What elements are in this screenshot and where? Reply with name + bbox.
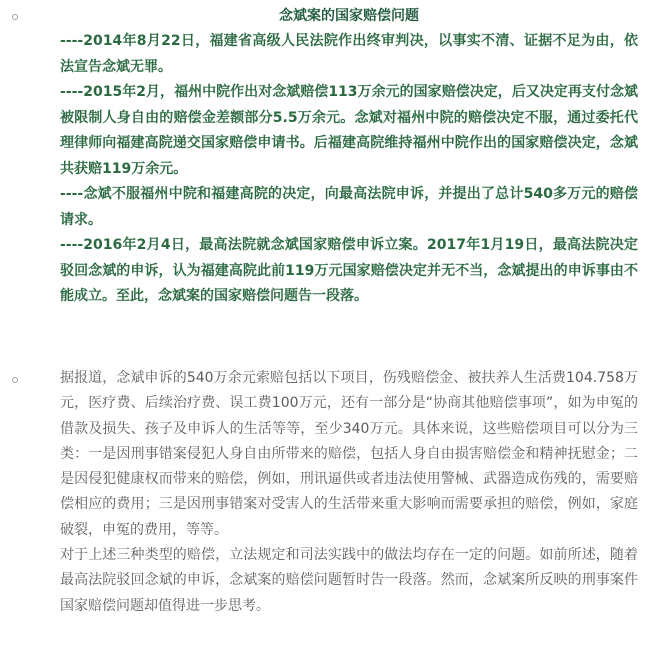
timeline-entry: ----2016年2月4日，最高法院就念斌国家赔偿申诉立案。2017年1月19日，最高法院决定驳回念斌的申诉，认为福建高院此前119万元国家赔偿决定并无不当，念斌提出的申诉事由不能成立。至此，念斌案的国家赔偿问题告一段落。 xyxy=(60,237,638,304)
timeline-entry: ----2015年2月，福州中院作出对念斌赔偿113万余元的国家赔偿决定，后又决定再支付念斌被限制人身自由的赔偿金差额部分5.5万余元。念斌对福州中院的赔偿决定不服，通过委托代理律师向福建高院递交国家赔偿申请书。后福建高院维持福州中院作出的国家赔偿决定，念斌共获赔119万余元。 xyxy=(60,84,638,177)
body-paragraph: 据报道，念斌申诉的540万余元索赔包括以下项目，伤残赔偿金、被扶养人生活费104.758万元，医疗费、后续治疗费、误工费100万元，还有一部分是“协商其他赔偿事项”，如为申冤的借款及损失、孩子及申诉人的生活等等，至少340万元。具体来说，这些赔偿项目可以分为三类：一是因刑事错案侵犯人身自由所带来的赔偿，包括人身自由损害赔偿金和精神抚慰金；二是因侵犯健康权而带来的赔偿，例如，刑讯逼供或者违法使用警械、武器造成伤残的，需要赔偿相应的费用；三是因刑事错案对受害人的生活带来重大影响而需要承担的赔偿，例如，家庭破裂，申冤的费用，等等。 xyxy=(60,370,638,538)
list-bullet-icon xyxy=(12,377,18,383)
timeline-entry: ----2014年8月22日，福建省高级人民法院作出终审判决，以事实不清、证据不足为由，依法宣告念斌无罪。 xyxy=(60,33,638,75)
article-title: 念斌案的国家赔偿问题 xyxy=(279,8,419,24)
analysis-section xyxy=(60,366,638,619)
timeline-entry: ----念斌不服福州中院和福建高院的决定，向最高法院申诉，并提出了总计540多万元的赔偿请求。 xyxy=(60,186,638,228)
timeline-section xyxy=(60,4,638,310)
list-bullet-icon xyxy=(12,14,18,20)
body-paragraph: 对于上述三种类型的赔偿，立法规定和司法实践中的做法均存在一定的问题。如前所述，随着最高法院驳回念斌的申诉，念斌案的赔偿问题暂时告一段落。然而，念斌案所反映的刑事案件国家赔偿问题却值得进一步思考。 xyxy=(60,547,638,614)
